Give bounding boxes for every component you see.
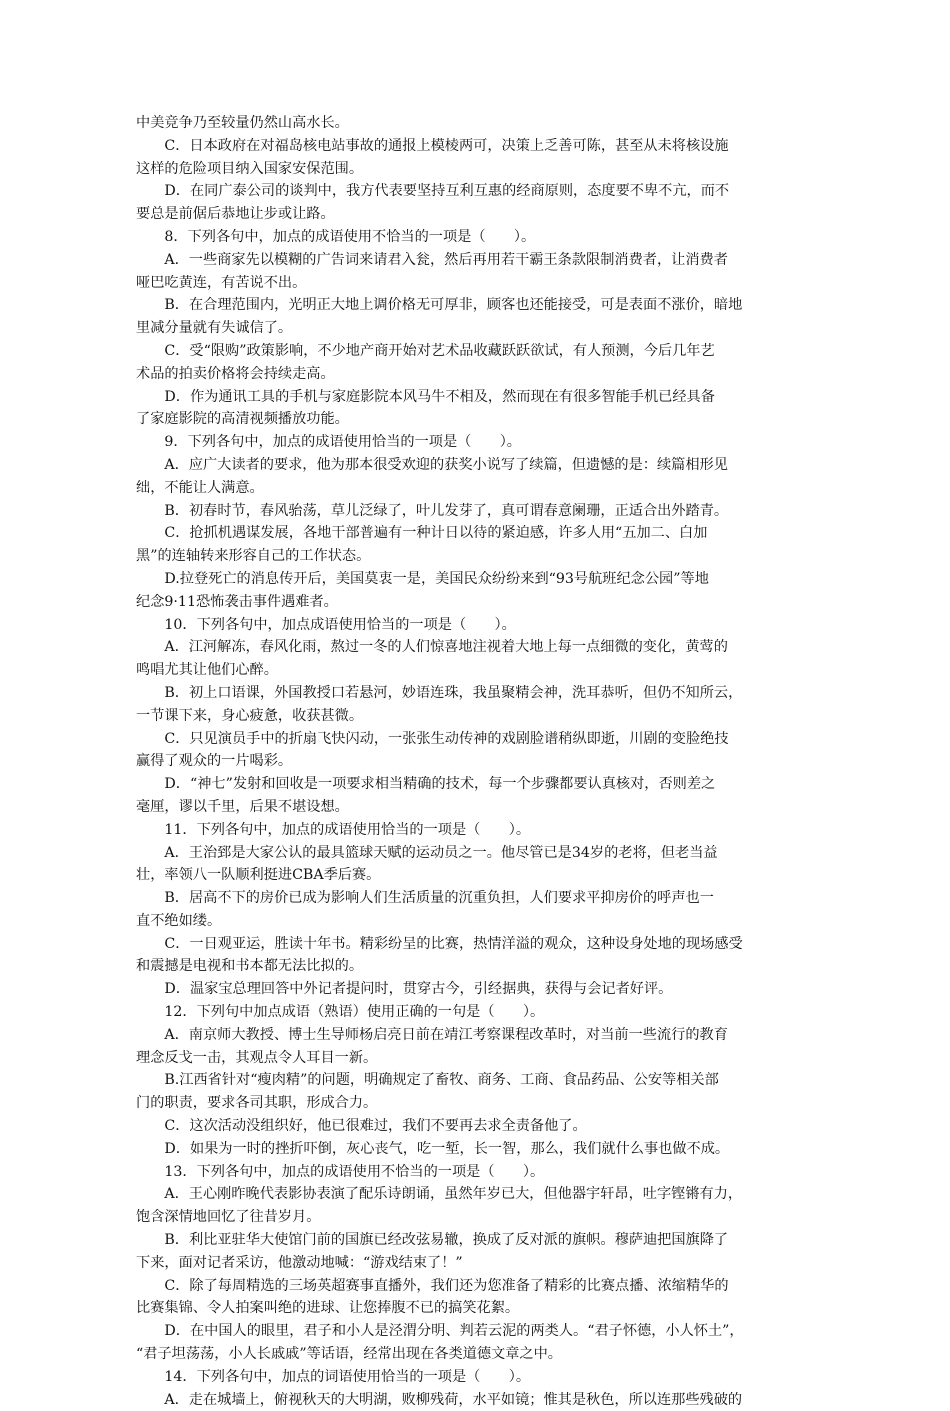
text-line: 赢得了观众的一片喝彩。 bbox=[136, 753, 293, 770]
text-line: 11．下列各句中，加点的成语使用恰当的一项是（ ）。 bbox=[136, 821, 531, 838]
text-line: C．受“限购”政策影响，不少地产商开始对艺术品收藏跃跃欲试，有人预测，今后几年艺 bbox=[136, 342, 715, 359]
text-line: 14．下列各句中，加点的词语使用恰当的一项是（ ）。 bbox=[136, 1368, 531, 1385]
text-line: C．除了每周精选的三场英超赛事直播外，我们还为您准备了精彩的比赛点播、浓缩精华的 bbox=[136, 1277, 729, 1294]
text-line: A．江河解冻，春风化雨，熬过一冬的人们惊喜地注视着大地上每一点细微的变化，黄莺的 bbox=[136, 639, 728, 656]
text-line: B．居高不下的房价已成为影响人们生活质量的沉重负担，人们要求平抑房价的呼声也一 bbox=[136, 890, 714, 907]
text-line: B．在合理范围内，光明正大地上调价格无可厚非，顾客也还能接受，可是表面不涨价，暗地 bbox=[136, 297, 743, 314]
text-line: 直不绝如缕。 bbox=[136, 912, 222, 929]
text-line: C．日本政府在对福岛核电站事故的通报上模棱两可，决策上乏善可陈，甚至从未将核设施 bbox=[136, 137, 729, 154]
text-line: 哑巴吃黄连，有苦说不出。 bbox=[136, 274, 307, 291]
text-line: 这样的危险项目纳入国家安保范围。 bbox=[136, 160, 364, 177]
text-line: 要总是前倨后恭地让步或让路。 bbox=[136, 206, 335, 223]
document-body bbox=[136, 112, 816, 1411]
text-line: C．这次活动没组织好，他已很难过，我们不要再去求全责备他了。 bbox=[136, 1118, 587, 1135]
text-line: 下来，面对记者采访，他激动地喊：“游戏结束了！” bbox=[136, 1254, 463, 1271]
text-line: B.江西省针对“瘦肉精”的问题，明确规定了畜牧、商务、工商、食品药品、公安等相关部 bbox=[136, 1072, 719, 1089]
text-line: D．温家宝总理回答中外记者提问时，贯穿古今，引经据典，获得与会记者好评。 bbox=[136, 981, 673, 998]
text-line: 9．下列各句中，加点的成语使用恰当的一项是（ ）。 bbox=[136, 434, 521, 451]
text-line: C．只见演员手中的折扇飞快闪动，一张张生动传神的戏剧脸谱稍纵即逝，川剧的变脸绝技 bbox=[136, 730, 729, 747]
text-line: 中美竞争乃至较量仍然山高水长。 bbox=[136, 115, 349, 131]
text-line: B．利比亚驻华大使馆门前的国旗已经改弦易辙，换成了反对派的旗帜。穆萨迪把国旗降了 bbox=[136, 1232, 729, 1249]
text-line: A．一些商家先以模糊的广告词来请君入瓮，然后再用若干霸王条款限制消费者，让消费者 bbox=[136, 251, 728, 268]
text-line: B．初春时节，春风骀荡，草儿泛绿了，叶儿发芽了，真可谓春意阑珊，正适合出外踏青。 bbox=[136, 502, 729, 519]
text-line: 12．下列句中加点成语（熟语）使用正确的一句是（ ）。 bbox=[136, 1004, 545, 1021]
text-line: C．抢抓机遇谋发展，各地干部普遍有一种计日以待的紧迫感，许多人用“五加二、白加 bbox=[136, 525, 708, 542]
text-line: D．如果为一时的挫折吓倒，灰心丧气，吃一堑，长一智，那么，我们就什么事也做不成。 bbox=[136, 1140, 730, 1157]
text-line: 理念反戈一击，其观点令人耳目一新。 bbox=[136, 1049, 378, 1066]
text-line: 黑”的连轴转来形容自己的工作状态。 bbox=[136, 548, 371, 565]
text-line: 了家庭影院的高清视频播放功能。 bbox=[136, 411, 349, 428]
text-line: B．初上口语课，外国教授口若悬河，妙语连珠，我虽聚精会神，洗耳恭听，但仍不知所云， bbox=[136, 684, 743, 701]
text-line: 鸣唱尤其让他们心醉。 bbox=[136, 662, 278, 679]
text-line: A．应广大读者的要求，他为那本很受欢迎的获奖小说写了续篇，但遗憾的是：续篇相形见 bbox=[136, 456, 728, 473]
text-line: 8．下列各句中，加点的成语使用不恰当的一项是（ ）。 bbox=[136, 228, 536, 245]
text-line: 13．下列各句中，加点的成语使用不恰当的一项是（ ）。 bbox=[136, 1163, 545, 1180]
text-line: 门的职责，要求各司其职，形成合力。 bbox=[136, 1095, 378, 1112]
text-line: 里减分量就有失诚信了。 bbox=[136, 320, 293, 337]
text-line: 纪念9·11恐怖袭击事件遇难者。 bbox=[136, 593, 338, 610]
text-line: D．“神七”发射和回收是一项要求相当精确的技术，每一个步骤都要认真核对，否则差之 bbox=[136, 776, 716, 793]
text-line: D．作为通讯工具的手机与家庭影院本风马牛不相及，然而现在有很多智能手机已经具备 bbox=[136, 388, 715, 405]
text-line: D.拉登死亡的消息传开后，美国莫衷一是，美国民众纷纷来到“93号航班纪念公园”等地 bbox=[136, 570, 709, 587]
text-line: “君子坦荡荡，小人长戚戚”等话语，经常出现在各类道德文章之中。 bbox=[136, 1346, 562, 1363]
text-line: C．一日观亚运，胜读十年书。精彩纷呈的比赛，热情洋溢的观众，这种设身处地的现场感受 bbox=[136, 935, 743, 952]
text-line: 绌，不能让人满意。 bbox=[136, 479, 264, 496]
text-line: 饱含深情地回忆了往昔岁月。 bbox=[136, 1209, 321, 1226]
text-line: 毫厘，谬以千里，后果不堪设想。 bbox=[136, 798, 349, 815]
text-line: 壮，率领八一队顺利挺进CBA季后赛。 bbox=[136, 867, 381, 884]
text-line: A．王治郅是大家公认的最具篮球天赋的运动员之一。他尽管已是34岁的老将，但老当益 bbox=[136, 844, 718, 861]
text-line: 术品的拍卖价格将会持续走高。 bbox=[136, 365, 335, 382]
text-line: 和震撼是电视和书本都无法比拟的。 bbox=[136, 958, 364, 975]
text-line: A．走在城墙上，俯视秋天的大明湖，败柳残荷，水平如镜；惟其是秋色，所以连那些残破的 bbox=[136, 1391, 743, 1408]
text-line: D．在中国人的眼里，君子和小人是泾渭分明、判若云泥的两类人。“君子怀德，小人怀土”， bbox=[136, 1323, 744, 1340]
text-line: A．王心刚昨晚代表影协表演了配乐诗朗诵，虽然年岁已大，但他器宇轩昂，吐字铿锵有力， bbox=[136, 1186, 743, 1203]
text-line: 10．下列各句中，加点成语使用恰当的一项是（ ）。 bbox=[136, 616, 516, 633]
text-line: 一节课下来，身心疲惫，收获甚微。 bbox=[136, 707, 364, 724]
text-line: D．在同广泰公司的谈判中，我方代表要坚持互利互惠的经商原则，态度要不卑不亢，而不 bbox=[136, 183, 730, 200]
text-line: 比赛集锦、令人拍案叫绝的进球、让您捧腹不已的搞笑花絮。 bbox=[136, 1300, 520, 1317]
text-line: A．南京师大教授、博士生导师杨启亮日前在靖江考察课程改革时，对当前一些流行的教育 bbox=[136, 1026, 728, 1043]
